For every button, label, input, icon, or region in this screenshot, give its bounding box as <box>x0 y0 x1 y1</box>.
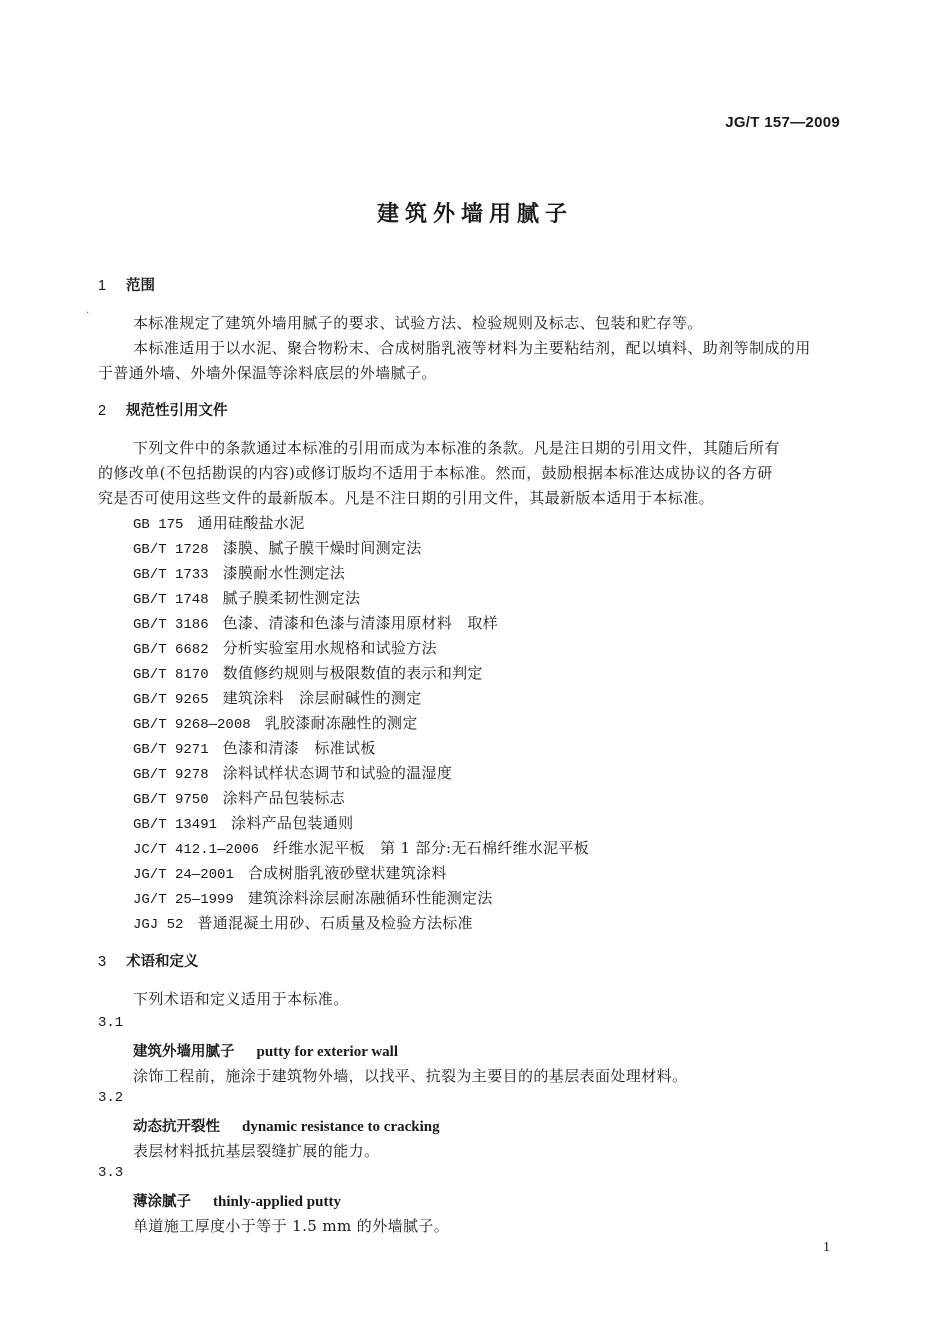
reference-item: GB/T 9271 色漆和清漆 标准试板 <box>133 739 376 758</box>
standard-id: JG/T 157—2009 <box>725 114 840 131</box>
reference-item: GB/T 1748 腻子膜柔韧性测定法 <box>133 589 361 608</box>
term-definition: 表层材料抵抗基层裂缝扩展的能力。 <box>133 1142 380 1160</box>
section-3-heading <box>98 950 199 971</box>
section-number: 2 <box>98 403 107 419</box>
section-number: 1 <box>98 278 107 294</box>
term-definition: 涂饰工程前，施涂于建筑物外墙，以找平、抗裂为主要目的的基层表面处理材料。 <box>133 1067 688 1085</box>
reference-item: GB/T 9265 建筑涂料 涂层耐碱性的测定 <box>133 689 422 708</box>
page-number: 1 <box>823 1240 830 1255</box>
term-heading: 动态抗开裂性 dynamic resistance to cracking <box>133 1119 440 1135</box>
paragraph-continued: 于普通外墙、外墙外保温等涂料底层的外墙腻子。 <box>98 364 437 382</box>
reference-item: GB/T 6682 分析实验室用水规格和试验方法 <box>133 639 437 658</box>
term-heading: 薄涂腻子 thinly-applied putty <box>133 1194 341 1210</box>
reference-item: JGJ 52 普通混凝土用砂、石质量及检验方法标准 <box>133 914 473 933</box>
term-heading: 建筑外墙用腻子 putty for exterior wall <box>133 1044 398 1060</box>
section-title: 规范性引用文件 <box>126 403 228 419</box>
paragraph-continued: 究是否可使用这些文件的最新版本。凡是不注日期的引用文件，其最新版本适用于本标准。 <box>98 489 715 507</box>
reference-item: GB/T 9750 涂料产品包装标志 <box>133 789 346 808</box>
term-number: 3.1 <box>98 1015 124 1031</box>
reference-item: GB/T 1728 漆膜、腻子膜干燥时间测定法 <box>133 539 422 558</box>
section-title: 术语和定义 <box>126 954 199 970</box>
paragraph-continued: 的修改单(不包括勘误的内容)或修订版均不适用于本标准。然而，鼓励根据本标准达成协议的各方研 <box>98 464 773 482</box>
reference-item: GB/T 13491 涂料产品包装通则 <box>133 814 354 833</box>
reference-item: GB/T 3186 色漆、清漆和色漆与清漆用原材料 取样 <box>133 614 499 633</box>
paragraph: 本标准规定了建筑外墙用腻子的要求、试验方法、检验规则及标志、包装和贮存等。 <box>133 314 703 332</box>
document-title: 建筑外墙用腻子 <box>376 202 573 227</box>
reference-item: GB/T 1733 漆膜耐水性测定法 <box>133 564 346 583</box>
reference-item: GB 175 通用硅酸盐水泥 <box>133 514 305 533</box>
reference-item: JG/T 25—1999 建筑涂料涂层耐冻融循环性能测定法 <box>133 889 493 908</box>
scan-speck: · <box>86 308 90 319</box>
section-title: 范围 <box>126 278 155 294</box>
reference-item: GB/T 8170 数值修约规则与极限数值的表示和判定 <box>133 664 483 683</box>
term-number: 3.2 <box>98 1090 124 1106</box>
section-2-heading <box>98 399 228 420</box>
section-number: 3 <box>98 954 107 970</box>
paragraph: 下列术语和定义适用于本标准。 <box>133 990 349 1008</box>
paragraph: 下列文件中的条款通过本标准的引用而成为本标准的条款。凡是注日期的引用文件，其随后所有 <box>133 439 780 457</box>
reference-item: GB/T 9278 涂料试样状态调节和试验的温湿度 <box>133 764 453 783</box>
section-1-heading <box>98 274 155 295</box>
paragraph: 本标准适用于以水泥、聚合物粉末、合成树脂乳液等材料为主要粘结剂，配以填料、助剂等制成的用 <box>133 339 811 357</box>
term-number: 3.3 <box>98 1165 124 1181</box>
reference-item: JC/T 412.1—2006 纤维水泥平板 第 1 部分:无石棉纤维水泥平板 <box>133 839 590 858</box>
reference-item: JG/T 24—2001 合成树脂乳液砂壁状建筑涂料 <box>133 864 447 883</box>
term-definition: 单道施工厚度小于等于 1.5 mm 的外墙腻子。 <box>133 1217 450 1235</box>
reference-item: GB/T 9268—2008 乳胶漆耐冻融性的测定 <box>133 714 418 733</box>
